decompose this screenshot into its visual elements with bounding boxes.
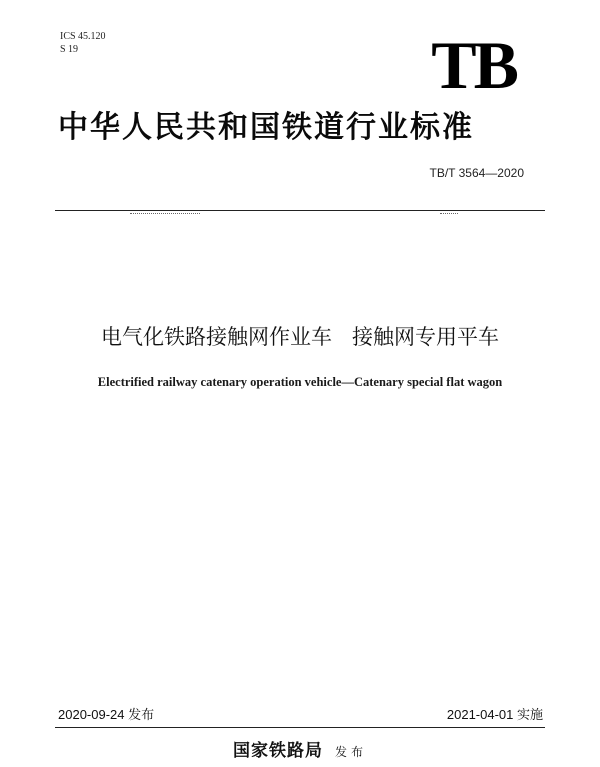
issue-date: 2020-09-24 发布	[58, 707, 155, 722]
document-title-en: Electrified railway catenary operation vehicle—Catenary special flat wagon	[97, 375, 503, 389]
issuer-verb: 发布	[334, 745, 367, 759]
standard-number: TB/T 3564—2020	[429, 166, 524, 180]
ics-code: ICS 45.120	[60, 31, 106, 42]
classification-codes	[60, 30, 106, 56]
standard-category-title: 中华人民共和国铁道行业标准	[58, 110, 474, 145]
document-title-cn: 电气化铁路接触网作业车 接触网专用平车	[100, 325, 500, 349]
tb-logo: TB	[431, 27, 516, 103]
top-divider-dots-right	[440, 213, 458, 214]
top-divider	[55, 210, 545, 211]
ccs-code: S 19	[60, 44, 79, 55]
issuer	[0, 738, 600, 765]
bottom-divider	[55, 727, 545, 728]
implementation-date: 2021-04-01 实施	[446, 707, 543, 722]
issuer-name: 国家铁路局	[232, 741, 323, 761]
top-divider-dots	[130, 213, 200, 214]
